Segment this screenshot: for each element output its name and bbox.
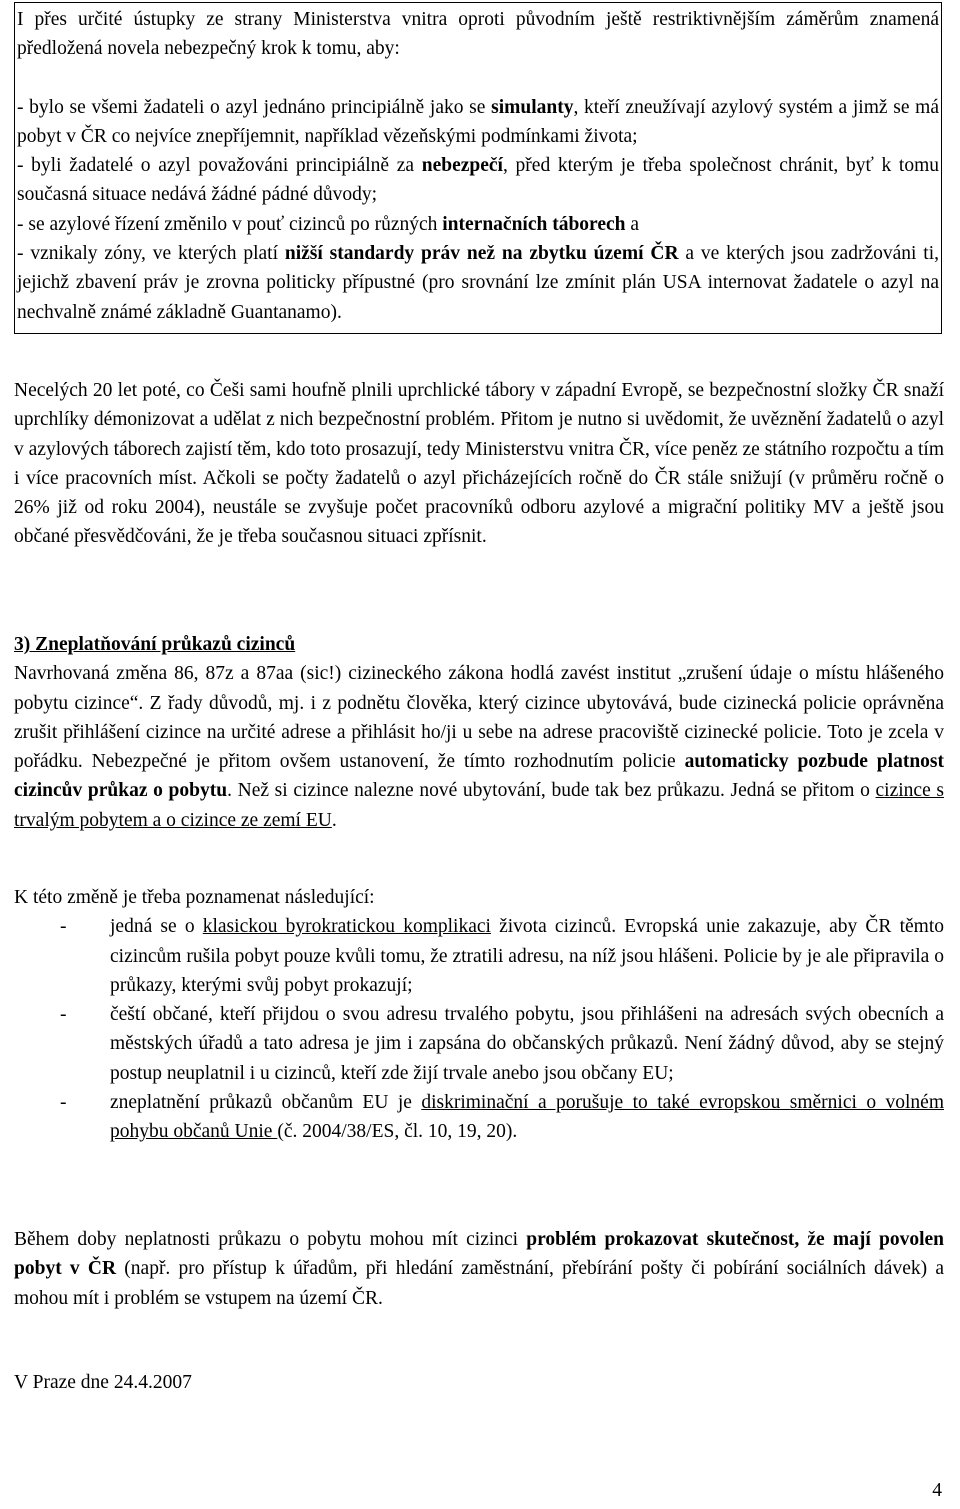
section-heading: 3) Zneplatňování průkazů cizinců [14, 634, 296, 655]
box-item-4: - vznikaly zóny, ve kterých platí nižší standardy práv než na zbytku území ČR a ve kterých jsou zadržováni ti, jejichž zbavení práv je zrovna politicky přípustné (pro srovnání lze zmínit plán USA internovat žadatele o azyl na nechvalně známé základně Guantanamo). [17, 243, 939, 323]
list-item: - čeští občané, kteří přijdou o svou adresu trvalého pobytu, jsou přihlášeni na adresách svých obecních a městských úřadů a tato adresa je jim i zapsána do občanských průkazů. Není žádný důvod, aby se stejný postup neuplatnil i u cizinců, kteří zde žijí trvale anebo jsou občany EU; [60, 1004, 944, 1084]
box-item-2: - byli žadatelé o azyl považováni principiálně za nebezpečí, před kterým je třeba společnost chránit, byť k tomu současná situace nedává žádné pádné důvody; [17, 155, 939, 206]
paragraph-refugees: Necelých 20 let poté, co Češi sami houfně plnili uprchlické tábory v západní Evropě, se bezpečnostní složky ČR snaží uprchlíky démonizovat a udělat z nich bezpečnostní problém. Přitom je nutno si uvědomit, že uvěznění žadatelů o azyl v azylových táborech zajistí těm, kdo toto prosazují, tedy Ministerstvu vnitra ČR, více peněz ze státního rozpočtu a tím i více pracovních míst. Ačkoli se počty žadatelů o azyl přicházejících ročně do ČR stále snižují (v průměru ročně o 26% již od roku 2004), neustále se zvyšuje počet pracovníků odboru azylové a migrační politiky MV a ještě jsou občané přesvědčováni, že je třeba současnou situaci zpřísnit. [14, 380, 944, 548]
notes-intro: K této změně je třeba poznamenat následující: [14, 887, 375, 908]
notes-section [14, 883, 944, 1147]
section-3 [14, 630, 944, 835]
box-intro: I přes určité ústupky ze strany Ministerstva vnitra oproti původním ještě restriktivnějším záměrům znamená předložená novela nebezpečný krok k tomu, aby: [17, 9, 939, 60]
place-date: V Praze dne 24.4.2007 [14, 1372, 192, 1393]
page-number: 4 [932, 1479, 942, 1501]
notes-list [14, 912, 944, 1146]
list-item: - jedná se o klasickou byrokratickou komplikaci života cizinců. Evropská unie zakazuje, aby ČR těmto cizincům rušila pobyt pouze kvůli tomu, že ztratili adresu, na níž jsou hlášeni. Policie by je ale připravila o průkazy, kterými svůj pobyt prokazují; [60, 916, 944, 996]
section-3-text: Navrhovaná změna 86, 87z a 87aa (sic!) cizineckého zákona hodlá zavést institut „zrušení údaje o místu hlášeného pobytu cizince“. Z řady důvodů, mj. i z podnětu člověka, který cizince ubytovává, bude cizinecká policie oprávněna zrušit přihlášení cizince na určité adrese a přihlásit ho/ji u sebe na adrese pracoviště cizinecké policie. Toto je zcela v pořádku. Nebezpečné je přitom ovšem ustanovení, že tímto rozhodnutím policie automaticky pozbude platnost cizincův průkaz o pobytu. Než si cizince nalezne nové ubytování, bude tak bez průkazu. Jedná se přitom o cizince s trvalým pobytem a o cizince ze zemí EU. [14, 663, 944, 831]
box-item-1: - bylo se všemi žadateli o azyl jednáno principiálně jako se simulanty, kteří zneužívají azylový systém a jimž se má pobyt v ČR co nejvíce znepříjemnit, například vězeňskými podmínkami života; [17, 96, 939, 147]
paragraph-consequences: Během doby neplatnosti průkazu o pobytu mohou mít cizinci problém prokazovat skutečnost, že mají povolen pobyt v ČR (např. pro přístup k úřadům, při hledání zaměstnání, přebírání pošty či pobírání sociálních dávek) a mohou mít i problém se vstupem na území ČR. [14, 1229, 944, 1309]
summary-box [14, 2, 942, 334]
box-item-3: - se azylové řízení změnilo v pouť cizinců po různých internačních táborech a [17, 213, 640, 235]
list-item: - zneplatnění průkazů občanům EU je diskriminační a porušuje to také evropskou směrnici o volném pohybu občanů Unie (č. 2004/38/ES, čl. 10, 19, 20). [60, 1092, 944, 1143]
